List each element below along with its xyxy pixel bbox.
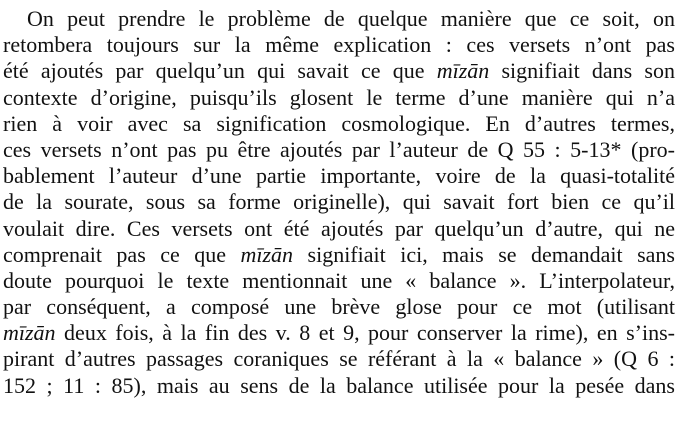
text-line: voulait dire. Ces versets ont été ajoutés par quelqu’un d’autre, qui ne: [3, 215, 675, 241]
italic-term: mīzān: [240, 241, 294, 267]
italic-term: mīzān: [3, 320, 56, 346]
body-paragraph: [3, 6, 675, 399]
text-line: rien à voir avec sa signification cosmologique. En d’autres termes,: [3, 110, 675, 136]
text-line: mīzān deux fois, à la fin des v. 8 et 9, pour conserver la rime), en s’ins-: [3, 320, 675, 346]
text-line: retombera toujours sur la même explication : ces versets n’ont pas: [3, 32, 675, 58]
text-line: de la sourate, sous sa forme originelle), qui savait fort bien ce qu’il: [3, 189, 675, 215]
text-line: contexte d’origine, puisqu’ils glosent le terme d’une manière qui n’a: [3, 84, 675, 110]
text-line: pirant d’autres passages coraniques se référant à la « balance » (Q 6 :: [3, 346, 675, 372]
text-line: On peut prendre le problème de quelque manière que ce soit, on: [27, 6, 675, 31]
text-line: comprenait pas ce que mīzān signifiait ici, mais se demandait sans: [3, 241, 675, 267]
italic-term: mīzān: [436, 58, 490, 84]
text-line: par conséquent, a composé une brève glose pour ce mot (utilisant: [3, 294, 675, 320]
text-line: bablement l’auteur d’une partie importante, voire de la quasi-totalité: [3, 163, 675, 189]
text-line: 152 ; 11 : 85), mais au sens de la balance utilisée pour la pesée dans: [3, 372, 675, 398]
document-page: [3, 6, 675, 399]
text-line: été ajoutés par quelqu’un qui savait ce que mīzān signifiait dans son: [3, 58, 675, 84]
text-line: doute pourquoi le texte mentionnait une « balance ». L’interpolateur,: [3, 267, 675, 293]
text-line: ces versets n’ont pas pu être ajoutés par l’auteur de Q 55 : 5-13* (pro-: [3, 136, 675, 162]
